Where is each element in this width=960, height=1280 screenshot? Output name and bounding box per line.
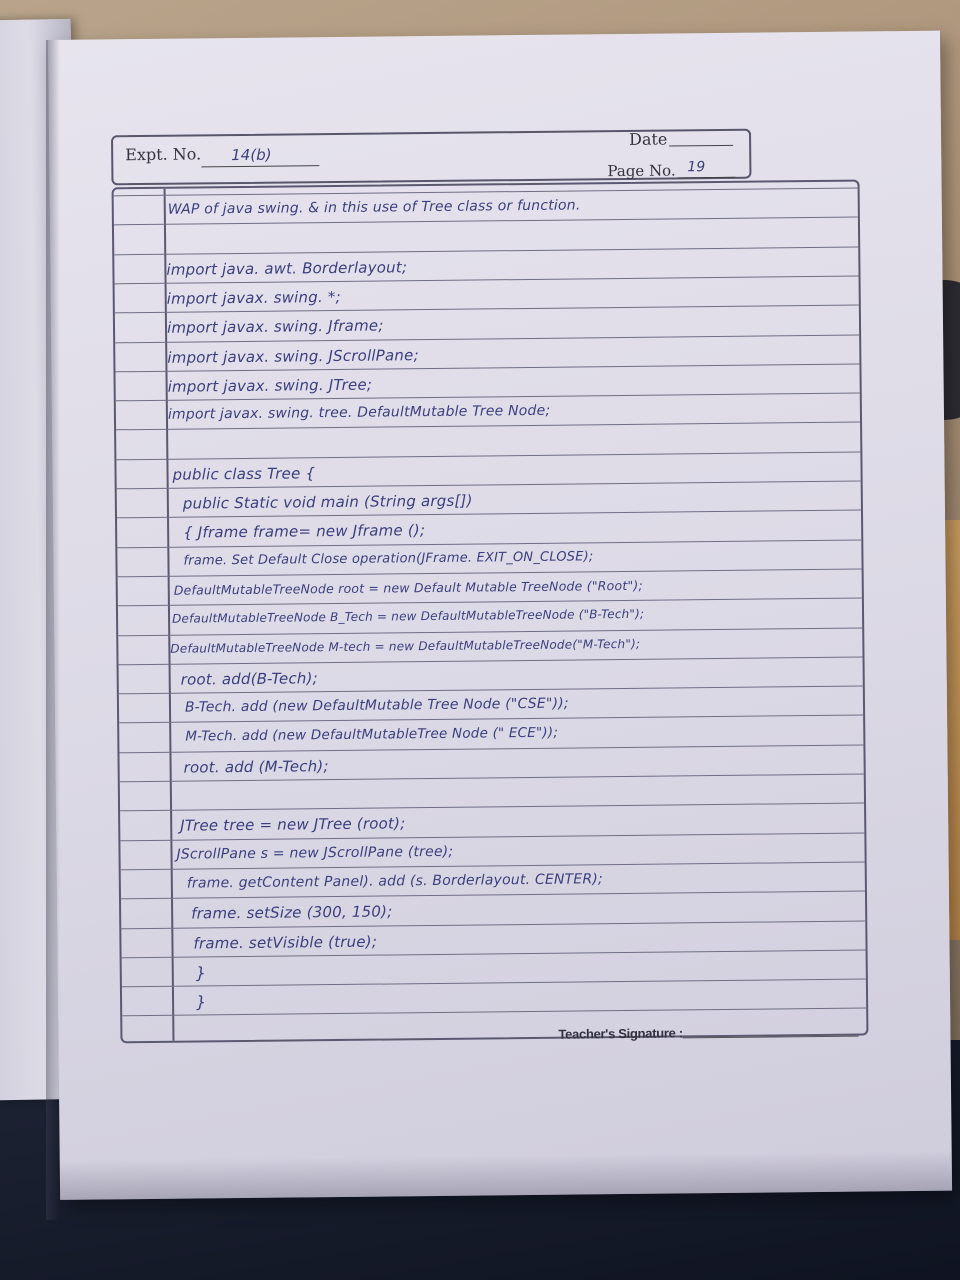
ruled-line	[114, 246, 858, 255]
handwritten-line: DefaultMutableTreeNode B_Tech = new DefaultMutableTreeNode ("B-Tech");	[171, 606, 645, 626]
handwritten-line: public class Tree {	[172, 463, 316, 484]
handwritten-line: import javax. swing. JTree;	[167, 375, 373, 396]
handwritten-line: B-Tech. add (new DefaultMutable Tree Node ("CSE"));	[184, 695, 569, 716]
teacher-signature-label: Teacher's Signature :	[558, 1025, 683, 1042]
ruled-line	[119, 715, 863, 724]
ruled-line	[119, 656, 863, 665]
handwritten-line: { Jframe frame= new Jframe ();	[183, 521, 426, 542]
date-label: Date	[628, 129, 668, 149]
handwritten-line: frame. setVisible (true);	[193, 932, 378, 953]
notebook-gutter	[46, 40, 60, 1220]
handwritten-line: import javax. swing. JScrollPane;	[167, 345, 419, 367]
handwritten-line: import javax. swing. tree. DefaultMutable Tree Node;	[167, 402, 551, 423]
handwritten-line: }	[195, 992, 207, 1012]
handwritten-line: DefaultMutableTreeNode root = new Default Mutable TreeNode ("Root");	[173, 577, 643, 598]
notebook-page	[48, 31, 952, 1200]
handwritten-line: frame. getContent Panel). add (s. Borderlayout. CENTER);	[186, 871, 604, 892]
ruled-line	[121, 891, 865, 900]
ruled-line	[121, 861, 865, 870]
ruled-line	[118, 598, 862, 607]
handwritten-line: WAP of java swing. & in this use of Tree class or function.	[167, 197, 581, 218]
ruled-line	[119, 744, 863, 753]
handwritten-line: frame. setSize (300, 150);	[191, 902, 393, 923]
handwritten-line: import javax. swing. *;	[166, 287, 341, 308]
ruled-line	[118, 627, 862, 636]
page-no-value: 19	[687, 159, 706, 176]
ruled-line	[122, 979, 866, 988]
handwritten-line: import javax. swing. Jframe;	[166, 316, 384, 337]
handwritten-line: JScrollPane s = new JScrollPane (tree);	[176, 843, 454, 863]
handwritten-line: root. add (M-Tech);	[183, 756, 329, 777]
handwritten-line: M-Tech. add (new DefaultMutableTree Node (" ECE"));	[185, 725, 559, 745]
ruled-line	[120, 803, 864, 812]
ruled-line	[114, 217, 858, 226]
handwritten-line: JTree tree = new JTree (root);	[180, 814, 406, 835]
expt-no-label: Expt. No.	[125, 144, 202, 165]
expt-no-value: 14(b)	[231, 145, 272, 165]
handwritten-line: }	[195, 963, 207, 983]
handwritten-line: public Static void main (String args[])	[182, 491, 473, 513]
handwritten-line: DefaultMutableTreeNode M-tech = new DefaultMutableTreeNode("M-Tech");	[170, 636, 641, 656]
handwritten-line: root. add(B-Tech);	[180, 669, 318, 689]
ruled-line	[118, 568, 862, 577]
page-no-label: Page No.	[607, 161, 676, 181]
ruled-line	[122, 1008, 866, 1017]
ruled-writing-area	[112, 180, 869, 1044]
handwritten-line: import java. awt. Borderlayout;	[166, 257, 408, 279]
ruled-line	[116, 451, 860, 460]
ruled-line	[116, 422, 860, 431]
handwritten-line: frame. Set Default Close operation(JFrame. EXIT_ON_CLOSE);	[183, 548, 594, 569]
ruled-line	[114, 188, 858, 197]
